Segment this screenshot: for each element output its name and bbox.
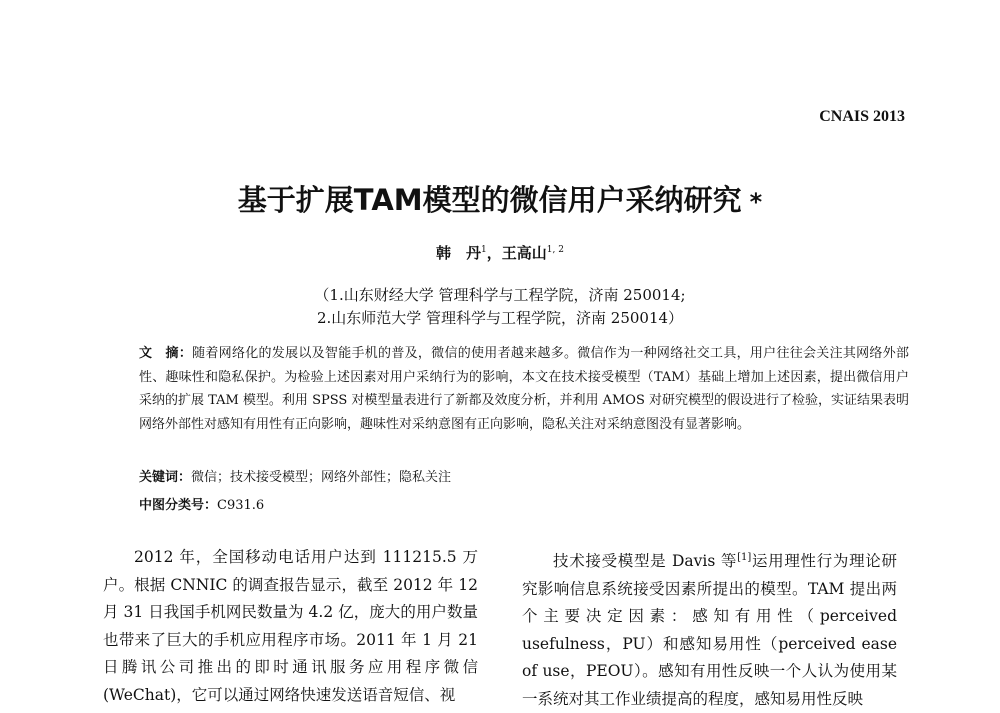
author-affiliation-mark: 1, 2 [546,245,564,255]
affiliation-line: （1.山东财经大学 管理科学与工程学院，济南 250014; [314,286,686,304]
affiliations [0,284,1000,330]
citation-mark: [1] [737,552,752,563]
author-name: 王高山 [501,244,547,262]
body-paragraph [522,544,897,713]
footnote-mark: * [749,188,763,216]
keywords [139,468,909,488]
paper-title-text: 基于扩展TAM模型的微信用户采纳研究 [237,183,742,217]
paper-title [0,178,1000,219]
abstract [139,342,909,436]
abstract-label: 文 摘： [139,346,193,361]
conference-label: CNAIS 2013 [819,108,905,125]
author-affiliation-mark: 1 [481,245,487,255]
author-separator: ， [486,244,502,262]
author-list [0,242,1000,263]
author-name: 韩 丹 [436,244,482,262]
abstract-text: 随着网络化的发展以及智能手机的普及，微信的使用者越来越多。微信作为一种网络社交工具，用户往往会关注其网络外部性、趣味性和隐私保护。为检验上述因素对用户采纳行为的影响，本文在技术接受模型（TAM）基础上增加上述因素，提出微信用户采纳的扩展 TAM 模型。利用 SPSS 对模型量表进行了新都及效度分析，并利用 AMOS 对研究模型的假设进行了检验，实证结果表明网络外部性对感知有用性有正向影响，趣味性对采纳意图有正向影响，隐私关注对采纳意图没有显著影响。 [139,346,909,432]
affiliation-line: 2.山东师范大学 管理科学与工程学院，济南 250014） [316,309,684,327]
body-text: 技术接受模型是 Davis 等 [553,552,738,571]
body-column-left [103,544,478,709]
classification-label: 中图分类号： [139,498,218,513]
keywords-label: 关键词： [139,470,192,485]
body-paragraph: 2012 年，全国移动电话用户达到 111215.5 万户。根据 CNNIC 的调查报告显示，截至 2012 年 12 月 31 日我国手机网民数量为 4.2 亿，庞大的用户数量也带来了巨大的手机应用程序市场。2011 年 1 月 21 日腾讯公司推出的即时通讯服务应用程序微信(WeChat)，它可以通过网络快速发送语音短信、视 [103,548,478,704]
keywords-text: 微信；技术接受模型；网络外部性；隐私关注 [191,470,452,485]
body-column-right [522,544,897,713]
classification-number [139,496,909,516]
classification-text: C931.6 [217,498,265,513]
body-text: 运用理性行为理论研究影响信息系统接受因素所提出的模型。TAM 提出两个主要决定因素：感知有用性（perceived usefulness，PU）和感知易用性（perceived ease of use，PEOU）。感知有用性反映一个人认为使用某一系统对其工作业绩提高的程度，感知易用性反映 [522,552,897,708]
